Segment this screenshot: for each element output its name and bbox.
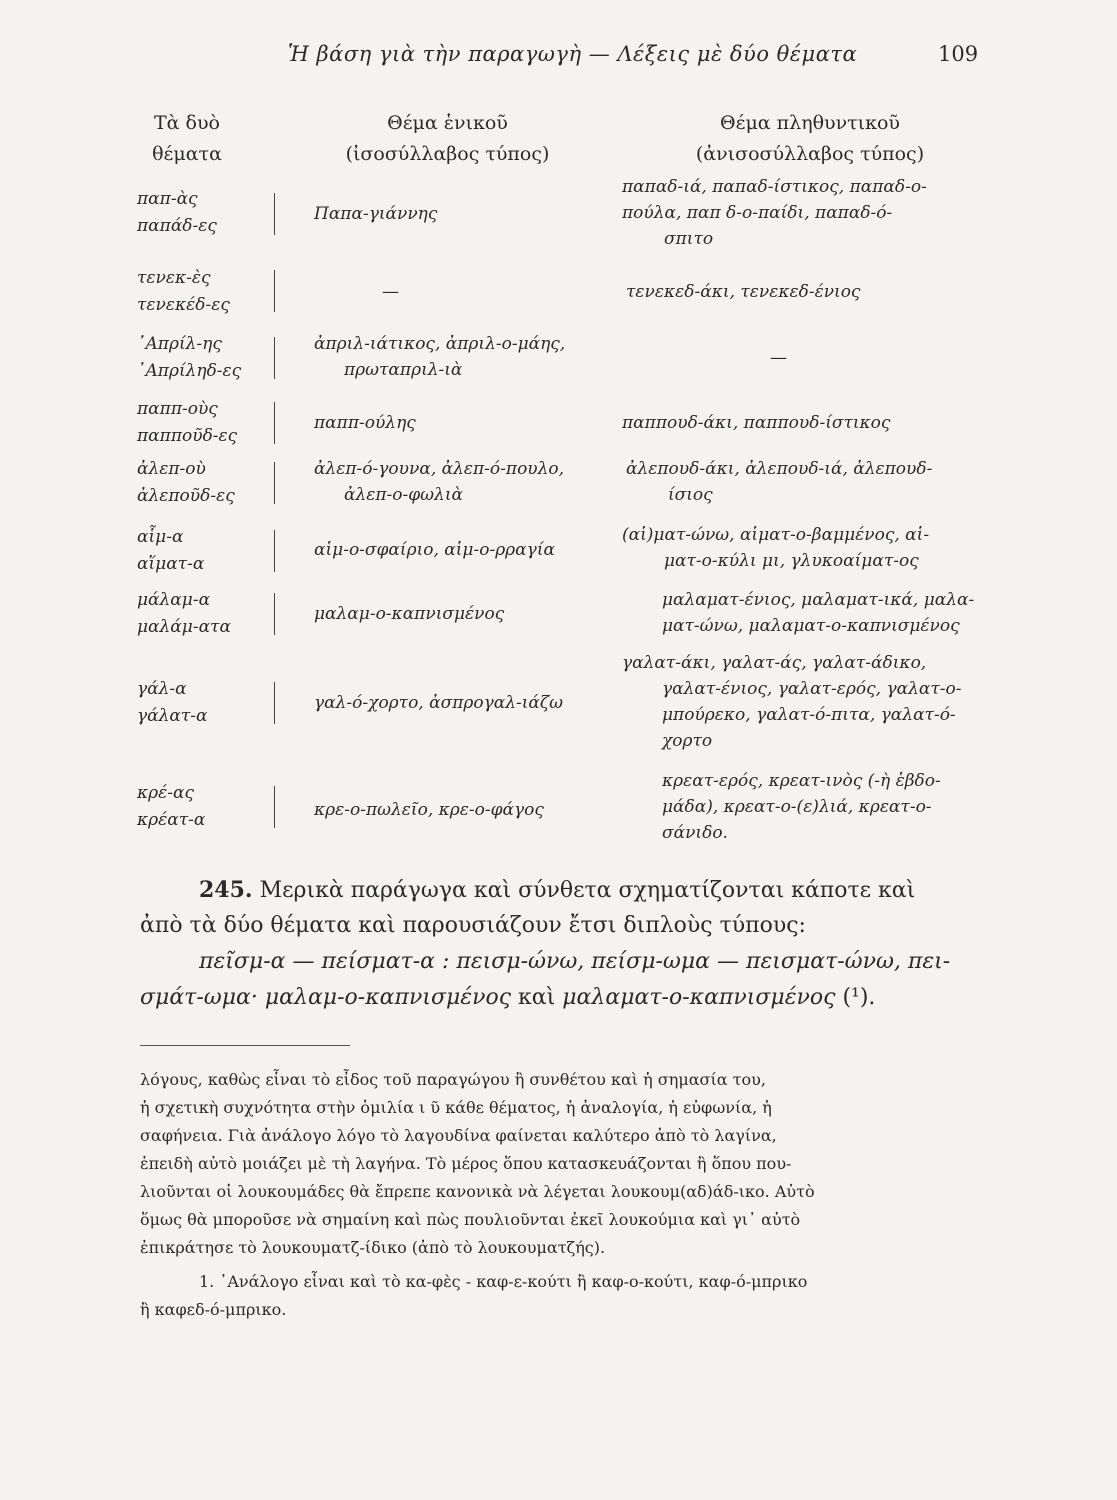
table-row-plural: κρεατ-ερός, κρεατ-ινὸς (-ὴ ἑβδο- μάδα), κρεατ-ο-(ε)λιά, κρεατ-ο- σάνιδο. — [662, 771, 941, 843]
table-row-stems: παπ-ὰς παπάδ-ες — [137, 189, 217, 236]
table-row-singular: — — [382, 282, 399, 302]
footnote-line: λιοῦνται οἱ λουκουμάδες θὰ ἔπρεπε κανονικὰ νὰ λέγεται λουκουμ(αδ)άδ-ικο. Αὐτὸ — [140, 1182, 815, 1201]
table-row-singular: γαλ-ό-χορτο, ἀσπρογαλ-ιάζω — [314, 693, 563, 713]
brace — [268, 462, 275, 504]
brace — [268, 270, 275, 312]
footnote-divider — [140, 1045, 350, 1046]
table-row-stems: τενεκ-ὲς τενεκέδ-ες — [137, 268, 230, 315]
footnote-line: σαφήνεια. Γιὰ ἀνάλογο λόγο τὸ λαγουδίνα φαίνεται καλύτερο ἀπὸ τὸ λαγίνα, — [140, 1126, 777, 1145]
table-row-plural: παππουδ-άκι, παππουδ-ίστικος — [622, 413, 891, 433]
table-row-plural: — — [770, 348, 787, 368]
page-number: 109 — [938, 42, 979, 66]
section-245-line1: 245. Μερικὰ παράγωγα καὶ σύνθετα σχηματίζονται κάποτε καὶ — [199, 877, 916, 903]
table-row-stems: παππ-οὺς παπποῦδ-ες — [137, 399, 238, 446]
section-245-line3: πεῖσμ-α — πείσματ-α : πεισμ-ώνω, πείσμ-ωμα — πεισματ-ώνω, πει- — [199, 949, 951, 974]
footnote-line: ἡ σχετικὴ συχνότητα στὴν ὁμιλία ι ῦ κάθε θέματος, ἡ ἀναλογία, ἡ εὐφωνία, ἡ — [140, 1098, 772, 1117]
footnote-line: ἐπειδὴ αὐτὸ μοιάζει μὲ τὴ λαγήνα. Τὸ μέρος ὅπου κατασκευάζονται ἢ ὅπου που- — [140, 1154, 792, 1173]
table-row-stems: ἀλεπ-οὺ ἀλεποῦδ-ες — [137, 459, 235, 506]
footnote-1: 1. ᾿Ανάλογο εἶναι καὶ τὸ κα-φὲς - καφ-ε-κούτι ἢ καφ-ο-κούτι, καφ-ό-μπρικο — [199, 1272, 808, 1291]
brace — [268, 786, 275, 828]
brace — [268, 193, 275, 235]
table-row-singular: μαλαμ-ο-καπνισμένος — [314, 604, 505, 624]
section-245-line2: ἀπὸ τὰ δύο θέματα καὶ παρουσιάζουν ἔτσι διπλοὺς τύπους: — [140, 913, 806, 938]
table-row-singular: αἱμ-ο-σφαίριο, αἱμ-ο-ρραγία — [314, 540, 555, 560]
footnote-line: λόγους, καθὼς εἶναι τὸ εἶδος τοῦ παραγώγου ἢ συνθέτου καὶ ἡ σημασία του, — [140, 1070, 766, 1089]
table-row-plural: παπαδ-ιά, παπαδ-ίστικος, παπαδ-ο- πούλα, παπ δ-ο-παίδι, παπαδ-ό- σπιτο — [622, 177, 927, 249]
table-row-stems: αἷμ-α αἵματ-α — [137, 527, 205, 574]
table-row-stems: ᾿Απρίλ-ης ᾿Απρίληδ-ες — [137, 334, 242, 381]
brace — [268, 530, 275, 572]
table-row-stems: γάλ-α γάλατ-α — [137, 679, 208, 726]
brace — [268, 682, 275, 724]
table-row-plural: γαλατ-άκι, γαλατ-άς, γαλατ-άδικο, γαλατ-ένιος, γαλατ-ερός, γαλατ-ο- μπούρεκο, γαλατ-ό-πιτα, γαλατ-ό- χορτο — [622, 653, 962, 751]
section-number: 245. — [199, 877, 253, 903]
table-row-singular: κρε-ο-πωλεῖο, κρε-ο-φάγος — [314, 800, 544, 820]
table-row-singular: ἀλεπ-ό-γουνα, ἀλεπ-ό-πουλο, ἀλεπ-ο-φωλιὰ — [314, 459, 565, 505]
table-row-plural: μαλαματ-ένιος, μαλαματ-ικά, μαλα- ματ-ώνω, μαλαματ-ο-καπνισμένος — [662, 590, 975, 636]
footnote-line: ἐπικράτησε τὸ λουκουματζ-ίδικο (ἀπὸ τὸ λουκουματζής). — [140, 1238, 606, 1257]
table-row-stems: κρέ-ας κρέατ-α — [137, 783, 206, 830]
running-title: Ἡ βάση γιὰ τὴν παραγωγὴ — Λέξεις μὲ δύο θέματα — [288, 42, 858, 66]
table-row-plural: (αἱ)ματ-ώνω, αἱματ-ο-βαμμένος, αἱ- ματ-ο-κύλι μι, γλυκοαίματ-ος — [622, 525, 930, 571]
brace — [268, 337, 275, 379]
table-row-singular: παππ-ούλης — [314, 413, 416, 433]
table-row-plural: ἀλεπουδ-άκι, ἀλεπουδ-ιά, ἀλεπουδ- ίσιος — [626, 459, 933, 505]
col-header-stems: Τὰ δυὸ θέματα — [152, 112, 222, 165]
footnote-line: ὅμως θὰ μποροῦσε νὰ σημαίνη καὶ πὼς πουλιοῦνται ἐκεῖ λουκούμια καὶ γι᾿ αὐτὸ — [140, 1210, 801, 1229]
footnote-1-cont: ἢ καφεδ-ό-μπρικο. — [140, 1300, 287, 1319]
table-row-singular: ἀπριλ-ιάτικος, ἀπριλ-ο-μάης, πρωταπριλ-ιὰ — [314, 334, 566, 380]
brace — [268, 402, 275, 444]
col-header-singular: Θέμα ἑνικοῦ (ἰσοσύλλαβος τύπος) — [345, 112, 550, 165]
table-row-singular: Παπα-γιάννης — [314, 204, 438, 224]
table-row-plural: τενεκεδ-άκι, τενεκεδ-ένιος — [626, 282, 861, 302]
brace — [268, 593, 275, 635]
section-245-line4: σμάτ-ωμα· μαλαμ-ο-καπνισμένος καὶ μαλαματ-ο-καπνισμένος (¹). — [140, 985, 876, 1010]
col-header-plural: Θέμα πληθυντικοῦ (ἀνισοσύλλαβος τύπος) — [695, 112, 925, 165]
table-row-stems: μάλαμ-α μαλάμ-ατα — [137, 590, 231, 637]
